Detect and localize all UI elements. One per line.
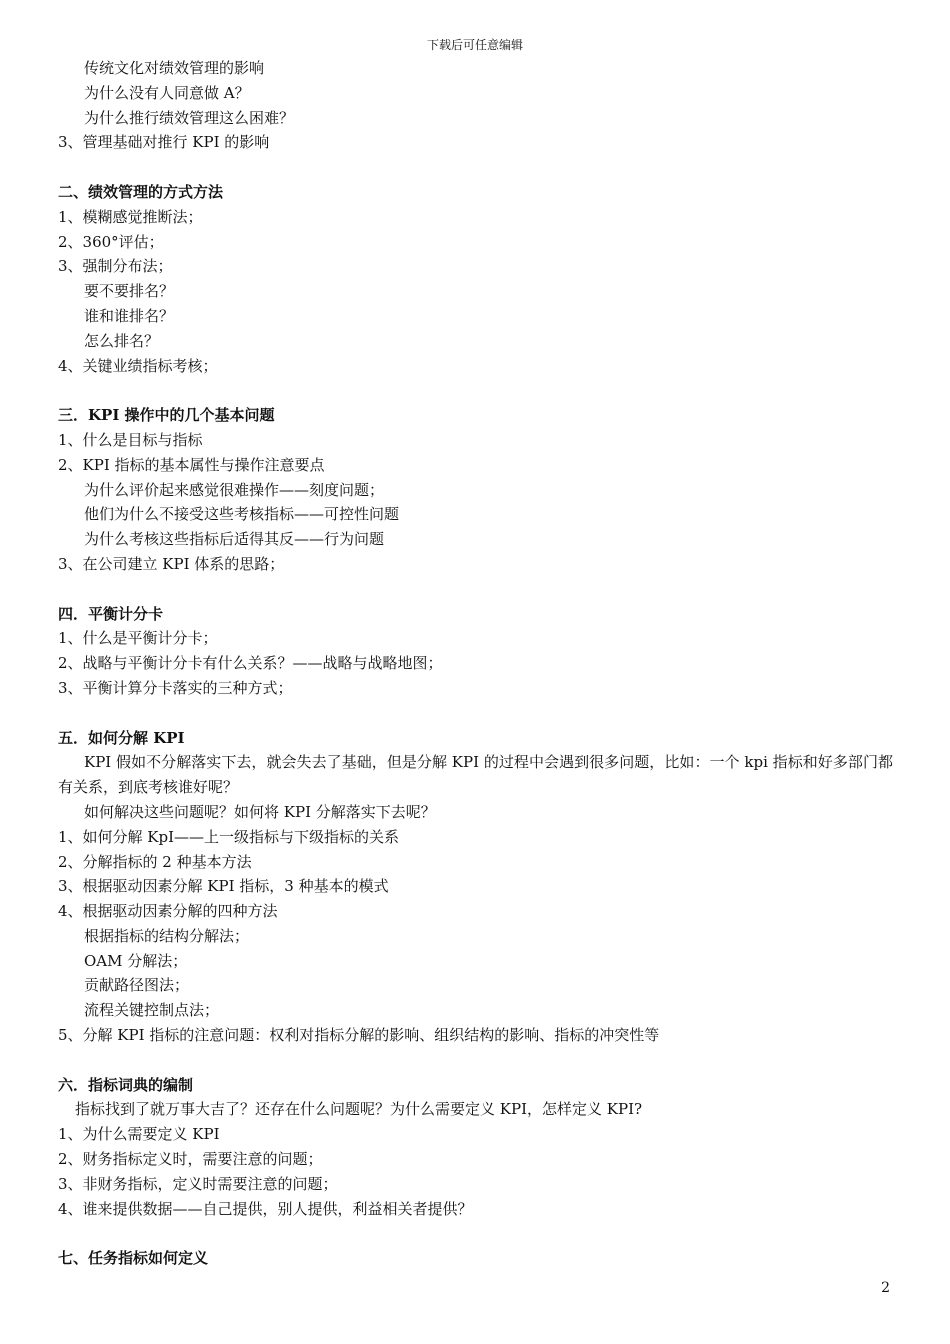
outline-line: 谁和谁排名？: [84, 306, 175, 325]
section-heading: 二、绩效管理的方式方法: [58, 182, 224, 201]
outline-line: 3、管理基础对推行 KPI 的影响: [58, 133, 270, 152]
outline-line: 4、根据驱动因素分解的四种方法: [58, 902, 278, 921]
outline-line: 根据指标的结构分解法；: [84, 926, 250, 945]
outline-line: 1、什么是目标与指标: [58, 430, 203, 449]
outline-line: 1、为什么需要定义 KPI: [58, 1125, 220, 1144]
outline-line: 3、根据驱动因素分解 KPI 指标，3 种基本的模式: [58, 877, 389, 896]
outline-line: 指标找到了就万事大吉了？还存在什么问题呢？为什么需要定义 KPI，怎样定义 KPI?: [75, 1100, 643, 1119]
outline-line: 2、财务指标定义时，需要注意的问题；: [58, 1150, 323, 1169]
outline-line: 他们为什么不接受这些考核指标——可控性问题: [84, 505, 400, 524]
outline-line: 贡献路径图法；: [84, 976, 190, 995]
outline-block-2: [58, 800, 893, 1271]
outline-line: OAM 分解法；: [84, 951, 188, 970]
kpi-decomposition-paragraph: KPI 假如不分解落实下去，就会失去了基础，但是分解 KPI 的过程中会遇到很多问题，比如：一个 kpi 指标和好多部门都有关系，到底考核谁好呢？: [58, 753, 893, 797]
outline-line: 为什么考核这些指标后适得其反——行为问题: [84, 530, 385, 549]
section-heading: 七、任务指标如何定义: [58, 1249, 209, 1268]
section-heading: 三．KPI 操作中的几个基本问题: [58, 406, 275, 425]
outline-line: 5、分解 KPI 指标的注意问题：权利对指标分解的影响、组织结构的影响、指标的冲突性等: [58, 1026, 660, 1045]
blank-line: [58, 378, 893, 403]
outline-line: 3、非财务指标，定义时需要注意的问题；: [58, 1174, 338, 1193]
outline-line: 传统文化对绩效管理的影响: [84, 59, 265, 77]
blank-line: [58, 701, 893, 726]
outline-line: 1、如何分解 KpI——上一级指标与下级指标的关系: [58, 827, 400, 846]
page-header: 下载后可任意编辑: [426, 38, 523, 52]
outline-line: 为什么推行绩效管理这么困难？: [84, 108, 295, 127]
outline-line: 如何解决这些问题呢？如何将 KPI 分解落实下去呢？: [84, 802, 436, 821]
outline-line: 1、什么是平衡计分卡；: [58, 629, 218, 648]
outline-line: 3、强制分布法；: [58, 257, 173, 276]
outline-line: 怎么排名？: [84, 331, 160, 350]
page-number: 2: [881, 1280, 890, 1296]
outline-line: 为什么评价起来感觉很难操作——刻度问题；: [84, 480, 385, 499]
section-heading: 四．平衡计分卡: [58, 604, 164, 623]
blank-line: [58, 577, 893, 602]
section-heading: 六．指标词典的编制: [58, 1075, 194, 1094]
outline-line: 2、分解指标的 2 种基本方法: [58, 852, 252, 871]
blank-line: [58, 155, 893, 180]
outline-line: 1、模糊感觉推断法；: [58, 207, 203, 226]
blank-line: [58, 1048, 893, 1073]
outline-line: 3、平衡计算分卡落实的三种方式；: [58, 678, 293, 697]
outline-line: 2、战略与平衡计分卡有什么关系？——战略与战略地图；: [58, 654, 443, 673]
outline-line: 2、360°评估；: [58, 232, 164, 251]
section-heading: 五．如何分解 KPI: [58, 728, 185, 747]
outline-line: 2、KPI 指标的基本属性与操作注意要点: [58, 455, 325, 474]
outline-line: 流程关键控制点法；: [84, 1001, 220, 1020]
outline-block-1: [58, 56, 893, 750]
outline-line: 4、谁来提供数据——自己提供，别人提供，利益相关者提供？: [58, 1199, 473, 1218]
outline-line: 为什么没有人同意做 A？: [84, 83, 250, 102]
document-body: [58, 56, 893, 1271]
outline-line: 4、关键业绩指标考核；: [58, 356, 218, 375]
outline-line: 要不要排名？: [84, 282, 175, 301]
outline-line: 3、在公司建立 KPI 体系的思路；: [58, 554, 285, 573]
blank-line: [58, 1221, 893, 1246]
